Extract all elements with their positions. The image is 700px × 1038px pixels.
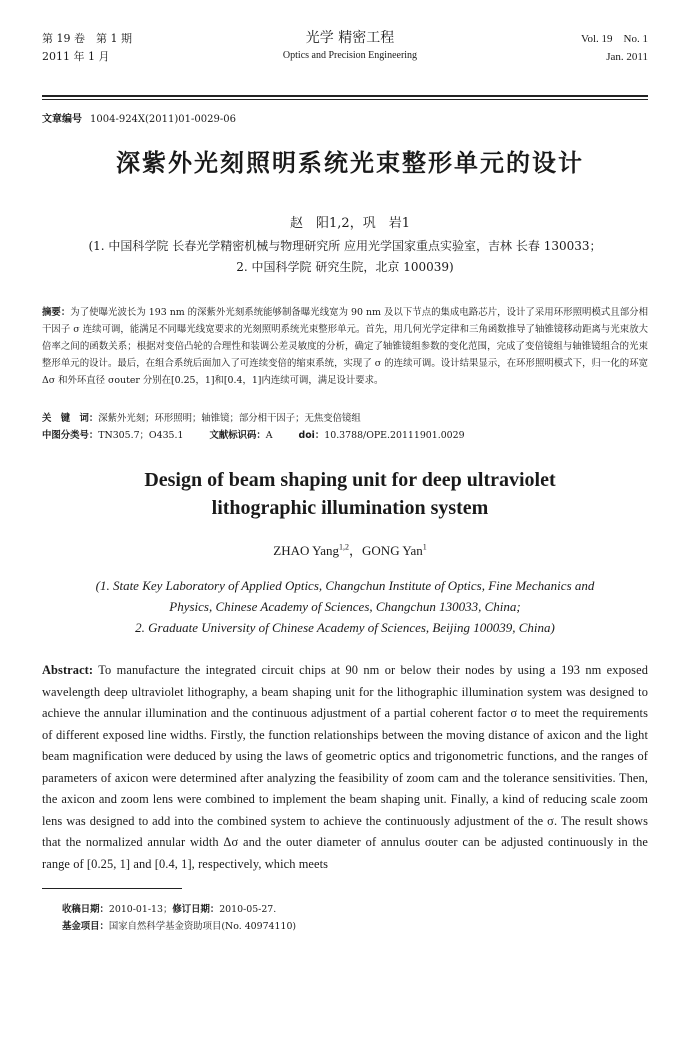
- doc-code-value: A: [265, 430, 273, 441]
- date-cn: 2011 年 1 月: [42, 50, 110, 63]
- article-number-label: 文章编号: [42, 114, 82, 125]
- affiliation-cn-line1: (1. 中国科学院 长春光学精密机械与物理研究所 应用光学国家重点实验室，吉林 长春 130033；: [88, 239, 602, 253]
- footnote-rule: [42, 888, 182, 889]
- keywords-cn-label: 关 键 词：: [42, 413, 99, 424]
- header-center: [200, 28, 500, 64]
- affiliation-en-line2: Physics, Chinese Academy of Sciences, Changchun 130033, China;: [169, 599, 521, 614]
- affiliation-en-line1: (1. State Key Laboratory of Applied Optics, Changchun Institute of Optics, Fine Mechanics and: [95, 578, 595, 593]
- author-2: GONG Yan: [362, 543, 423, 558]
- header-rule-thin: [42, 99, 648, 100]
- title-en-line2: lithographic illumination system: [211, 497, 489, 519]
- abstract-en: [42, 660, 648, 875]
- keywords-cn-text: 深紫外光刻；环形照明；轴锥镜；部分相干因子；无焦变倍镜组: [98, 413, 361, 424]
- journal-name-en: Optics and Precision Engineering: [282, 50, 418, 61]
- header-right: [581, 30, 648, 66]
- authors-cn: 赵 阳1,2，巩 岩1: [290, 216, 410, 231]
- footnote-fund: [62, 919, 648, 935]
- doc-code-label: 文献标识码：: [209, 430, 266, 441]
- volume-issue-en: Vol. 19 No. 1: [580, 33, 648, 45]
- revised-label: 修订日期：: [172, 904, 220, 915]
- journal-name-cn: 光学 精密工程: [305, 30, 395, 46]
- abstract-en-text: To manufacture the integrated circuit chips at 90 nm or below their nodes by using a 193 nm exposed wavelength deep ultraviolet lithography, a beam shaping unit for the lithographic illumination system was designed to achieve the annular illumination and the continuous adjustment of a partial coherent factor σ to meet the requirements of different exposed line widths. Firstly, the function relationships between the moving distance of axicon and the light beam magnification were deduced by using the laws of geometric optics and trigonometric functions, and the ranges of parameters of axicon were determined after analyzing the feasibility of zoom cam and the tolerance sensitivities. Then, the axicon and zoom lens were combined to implement the beam shaping unit. Finally, a kind of reducing scale zoom lens was designed to add into the combined system to achieve the continuously adjustment of the σ. The result shows that the normalized annular width Δσ and the outer diameter of annulus σouter can be adjusted continuously in the range of [0.25, 1] and [0.4, 1], respectively, which meets: [42, 663, 648, 871]
- doi-value: 10.3788/OPE.20111901.0029: [324, 430, 465, 441]
- affiliation-cn-line2: 2. 中国科学院 研究生院，北京 100039): [236, 260, 454, 274]
- title-cn: 深紫外光刻照明系统光束整形单元的设计: [116, 149, 584, 177]
- keywords-cn: [42, 411, 648, 427]
- affiliation-en: [42, 575, 648, 638]
- title-en-line1: Design of beam shaping unit for deep ultraviolet: [144, 469, 556, 491]
- affiliation-en-line3: 2. Graduate University of Chinese Academy of Sciences, Beijing 100039, China): [135, 620, 555, 635]
- received-value: 2010-01-13；: [108, 904, 173, 915]
- clc-label: 中图分类号：: [42, 430, 99, 441]
- date-en: Jan. 2011: [606, 51, 648, 63]
- author-1: ZHAO Yang: [273, 543, 340, 558]
- title-en: [0, 466, 700, 522]
- abstract-cn-label: 摘要：: [42, 307, 71, 318]
- volume-issue-cn: 第 19 卷 第 1 期: [42, 32, 132, 45]
- affiliation-cn: [42, 236, 648, 278]
- classification: [42, 428, 648, 444]
- received-label: 收稿日期：: [62, 904, 109, 915]
- doi-label: doi：: [298, 430, 325, 441]
- abstract-cn-text: 为了使曝光波长为 193 nm 的深紫外光刻系统能够制备曝光线宽为 90 nm 及以下节点的集成电路芯片，设计了采用环形照明模式且部分相干因子 σ 连续可调，能满足不同曝光线宽要求的光刻照明系统光束整形单元。首先，用几何光学定律和三角函数推导了轴锥镜移动距离与光束放大倍率之间的函数关系；根据对变倍凸轮的合理性和装调公差灵敏度的分析，确定了轴锥镜组参数的变化范围，完成了变倍镜组与轴锥镜组合的光束整形单元的设计。最后，在组合系统后面加入了可连续变倍的缩束系统，实现了 σ 的连续可调。设计结果显示，在环形照明模式下，归一化的环宽 Δσ 和外环直径 σouter 分别在[0.25，1]和[0.4，1]内连续可调，满足设计要求。: [42, 307, 648, 386]
- article-number-value: 1004-924X(2011)01-0029-06: [90, 114, 236, 125]
- revised-value: 2010-05-27.: [219, 904, 277, 915]
- authors-en: [0, 540, 700, 559]
- fund-value: 国家自然科学基金资助项目(No. 40974110): [108, 921, 297, 932]
- header-rule-thick: [42, 95, 648, 97]
- fund-label: 基金项目：: [62, 921, 109, 932]
- article-number: [42, 110, 236, 125]
- author-separator: ，: [349, 543, 363, 558]
- abstract-en-label: Abstract:: [42, 663, 94, 677]
- abstract-cn: [42, 304, 648, 389]
- clc-value: TN305.7；O435.1: [98, 430, 184, 441]
- footnote-dates: [62, 902, 648, 918]
- header-left: [42, 30, 132, 66]
- author-2-sup: 1: [422, 542, 427, 552]
- author-1-sup: 1,2: [339, 542, 350, 552]
